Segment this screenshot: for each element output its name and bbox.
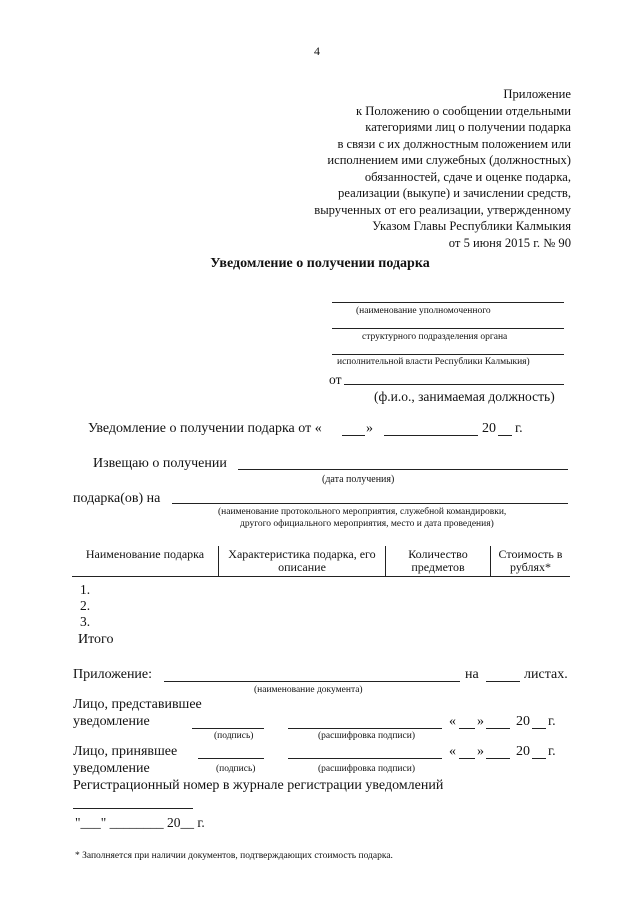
notice-day-field[interactable]: [342, 435, 365, 436]
submitter-decode-caption: (расшифровка подписи): [318, 731, 415, 741]
appendix-line: Указом Главы Республики Калмыкия: [372, 219, 571, 233]
appendix-line: вырученных от его реализации, утвержденному: [314, 202, 571, 217]
submitter-label-2: уведомление: [73, 714, 150, 729]
attachment-label: Приложение:: [73, 667, 153, 682]
event-caption-2: другого официального мероприятия, место и дата проведения): [240, 519, 494, 529]
submitter-quote-close: »: [477, 714, 484, 729]
receiver-year-prefix: 20: [516, 744, 530, 759]
receiver-decode-caption: (расшифровка подписи): [318, 764, 415, 774]
receiver-day-field[interactable]: [459, 758, 475, 759]
col-gift-description: Характеристика подарка, его описание: [219, 546, 386, 577]
appendix-block: [241, 86, 571, 251]
appendix-line: от 5 июня 2015 г. № 90: [448, 235, 571, 250]
submitter-year-field[interactable]: [532, 728, 546, 729]
receiver-year-suffix: г.: [548, 744, 556, 759]
event-caption-1: (наименование протокольного мероприятия, служебной командировки,: [218, 507, 507, 517]
appendix-line: исполнением ими служебных (должностных): [327, 153, 571, 167]
col-gift-name: Наименование подарка: [72, 546, 219, 577]
submitter-decode-field[interactable]: [288, 728, 442, 729]
addressee-line-1[interactable]: [332, 302, 564, 303]
registration-number-field[interactable]: [73, 808, 193, 809]
addressee-caption-1: (наименование уполномоченного: [356, 306, 491, 316]
gifts-label: подарка(ов) на: [73, 491, 161, 506]
notice-quote-close: »: [366, 421, 373, 436]
table-row[interactable]: 1.: [80, 582, 91, 597]
submitter-year-suffix: г.: [548, 714, 556, 729]
total-label: Итого: [78, 632, 114, 647]
table-row[interactable]: 2.: [80, 598, 91, 613]
sender-line[interactable]: [344, 384, 564, 385]
submitter-signature-caption: (подпись): [214, 731, 254, 741]
addressee-caption-3: исполнительной власти Республики Калмыкия): [337, 357, 530, 367]
document-title: Уведомление о получении подарка: [210, 256, 430, 271]
page-number: 4: [314, 44, 320, 58]
attachment-doc-field[interactable]: [164, 681, 460, 682]
submitter-year-prefix: 20: [516, 714, 530, 729]
notice-month-field[interactable]: [384, 435, 478, 436]
appendix-line: категориями лиц о получении подарка: [365, 120, 571, 134]
footnote: * Заполняется при наличии документов, подтверждающих стоимость подарка.: [75, 851, 393, 861]
receiver-month-field[interactable]: [486, 758, 510, 759]
receiver-quote-close: »: [477, 744, 484, 759]
submitter-quote-open: «: [449, 714, 456, 729]
receiver-signature-caption: (подпись): [216, 764, 256, 774]
attachment-on-label: на: [465, 667, 479, 682]
notice-year-field[interactable]: [498, 435, 512, 436]
gifts-table: [72, 546, 570, 577]
receipt-label: Извещаю о получении: [93, 456, 227, 471]
table-row[interactable]: 3.: [80, 614, 91, 629]
registration-label: Регистрационный номер в журнале регистрации уведомлений: [73, 778, 444, 793]
col-cost: Стоимость в рублях*: [491, 546, 571, 577]
from-label: от: [329, 372, 342, 387]
attachment-sheets-field[interactable]: [486, 681, 520, 682]
receiver-year-field[interactable]: [532, 758, 546, 759]
notice-year-suffix: г.: [515, 421, 523, 436]
receiver-signature-field[interactable]: [198, 758, 264, 759]
receipt-date-field[interactable]: [238, 469, 568, 470]
col-quantity: Количество предметов: [386, 546, 491, 577]
notice-year-prefix: 20: [482, 421, 496, 436]
submitter-day-field[interactable]: [459, 728, 475, 729]
event-field[interactable]: [172, 503, 568, 504]
receiver-label-2: уведомление: [73, 761, 150, 776]
receiver-decode-field[interactable]: [288, 758, 442, 759]
appendix-line: обязанностей, сдаче и оценке подарка,: [364, 169, 571, 184]
submitter-month-field[interactable]: [486, 728, 510, 729]
registration-date[interactable]: "___" ________ 20__ г.: [75, 815, 205, 830]
table-header-row: [72, 546, 570, 577]
appendix-line: к Положению о сообщении отдельными: [355, 103, 571, 118]
submitter-label-1: Лицо, представившее: [73, 697, 202, 712]
appendix-line: Приложение: [503, 87, 571, 101]
attachment-caption: (наименование документа): [254, 685, 363, 695]
addressee-line-2[interactable]: [332, 328, 564, 329]
addressee-line-3[interactable]: [332, 354, 564, 355]
appendix-line: реализации (выкупе) и зачислении средств,: [338, 186, 571, 200]
sender-caption: (ф.и.о., занимаемая должность): [374, 389, 555, 404]
appendix-line: в связи с их должностным положением или: [337, 136, 571, 151]
addressee-caption-2: структурного подразделения органа: [362, 332, 508, 342]
receipt-date-caption: (дата получения): [322, 474, 395, 485]
attachment-sheets-label: листах.: [524, 667, 568, 682]
notice-date-text: Уведомление о получении подарка от «: [88, 421, 322, 436]
receiver-quote-open: «: [449, 744, 456, 759]
receiver-label-1: Лицо, принявшее: [73, 744, 178, 759]
submitter-signature-field[interactable]: [192, 728, 264, 729]
